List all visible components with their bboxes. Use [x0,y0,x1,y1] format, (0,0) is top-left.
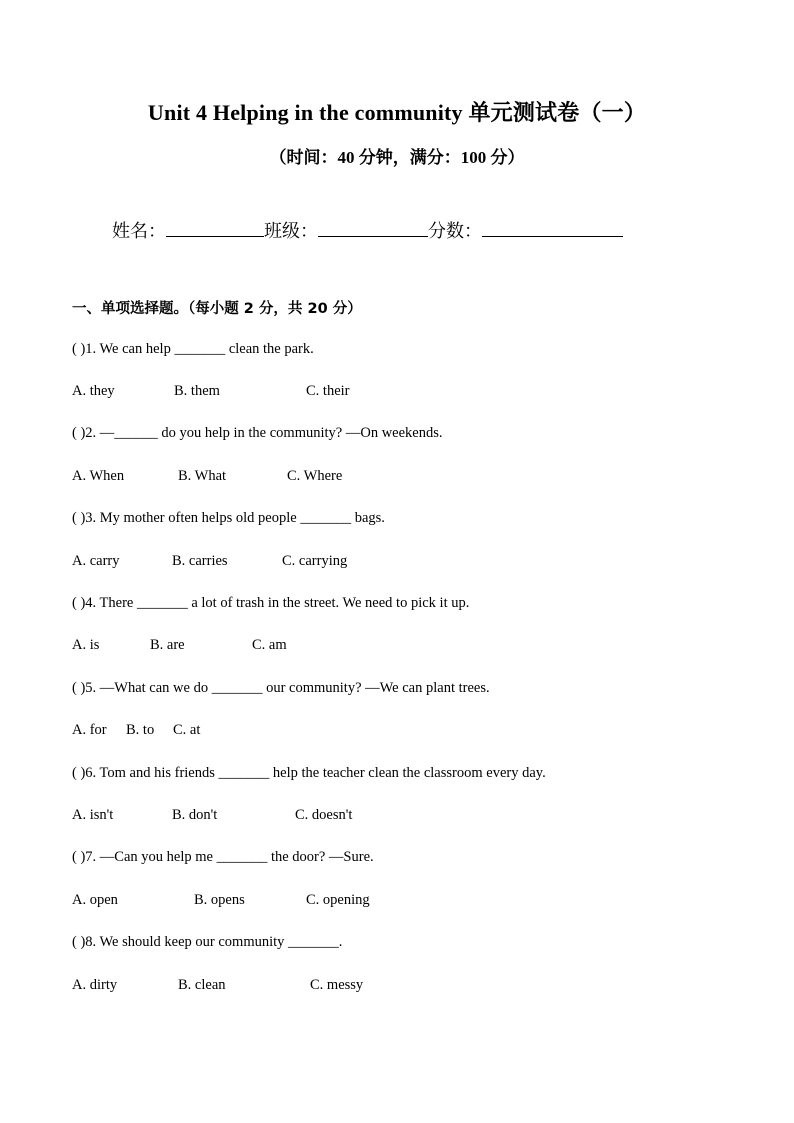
class-label: 班级： [264,221,318,242]
question-options [72,383,672,403]
page-subtitle: （时间：40 分钟，满分：100 分） [269,148,525,167]
option-a[interactable]: A. is [72,637,100,653]
question-stem: ( )8. We should keep our community _______. [72,934,343,950]
option-a[interactable]: A. isn't [72,807,114,823]
question-stem: ( )3. My mother often helps old people _______ bags. [72,510,385,526]
option-c[interactable]: C. doesn't [295,807,353,823]
question-options [72,553,672,573]
option-c[interactable]: C. am [252,637,287,653]
option-c[interactable]: C. their [306,383,350,399]
option-c[interactable]: C. messy [310,977,364,993]
option-b[interactable]: B. are [150,637,185,653]
option-c[interactable]: C. carrying [282,553,348,569]
option-a[interactable]: A. When [72,468,125,484]
question-options [72,807,672,827]
option-a[interactable]: A. open [72,892,118,908]
section-heading: 一、单项选择题。（每小题 2 分，共 20 分） [72,301,362,317]
option-a[interactable]: A. dirty [72,977,118,993]
question-options [72,637,672,657]
score-blank[interactable] [482,218,623,237]
option-b[interactable]: B. them [174,383,220,399]
question-stem: ( )6. Tom and his friends _______ help the teacher clean the classroom every day. [72,765,546,781]
question-options [72,977,672,997]
question-stem: ( )5. —What can we do _______ our community? —We can plant trees. [72,680,490,696]
option-b[interactable]: B. What [178,468,227,484]
option-b[interactable]: B. clean [178,977,226,993]
name-blank[interactable] [166,218,264,237]
option-c[interactable]: C. opening [306,892,370,908]
question-stem: ( )1. We can help _______ clean the park. [72,341,314,357]
class-blank[interactable] [318,218,428,237]
question-stem: ( )4. There _______ a lot of trash in the street. We need to pick it up. [72,595,470,611]
option-b[interactable]: B. to [126,722,155,738]
option-b[interactable]: B. opens [194,892,245,908]
name-label: 姓名： [112,221,166,242]
student-info-row [112,217,623,243]
question-options [72,722,672,742]
option-a[interactable]: A. carry [72,553,120,569]
option-a[interactable]: A. they [72,383,115,399]
question-stem: ( )7. —Can you help me _______ the door? —Sure. [72,849,374,865]
option-a[interactable]: A. for [72,722,107,738]
option-b[interactable]: B. carries [172,553,228,569]
option-c[interactable]: C. Where [287,468,343,484]
question-stem: ( )2. —______ do you help in the community? —On weekends. [72,425,443,441]
option-b[interactable]: B. don't [172,807,218,823]
option-c[interactable]: C. at [173,722,201,738]
page-title: Unit 4 Helping in the community 单元测试卷（一） [147,100,647,125]
question-options [72,892,672,912]
score-label: 分数： [428,221,482,242]
question-options [72,468,672,488]
